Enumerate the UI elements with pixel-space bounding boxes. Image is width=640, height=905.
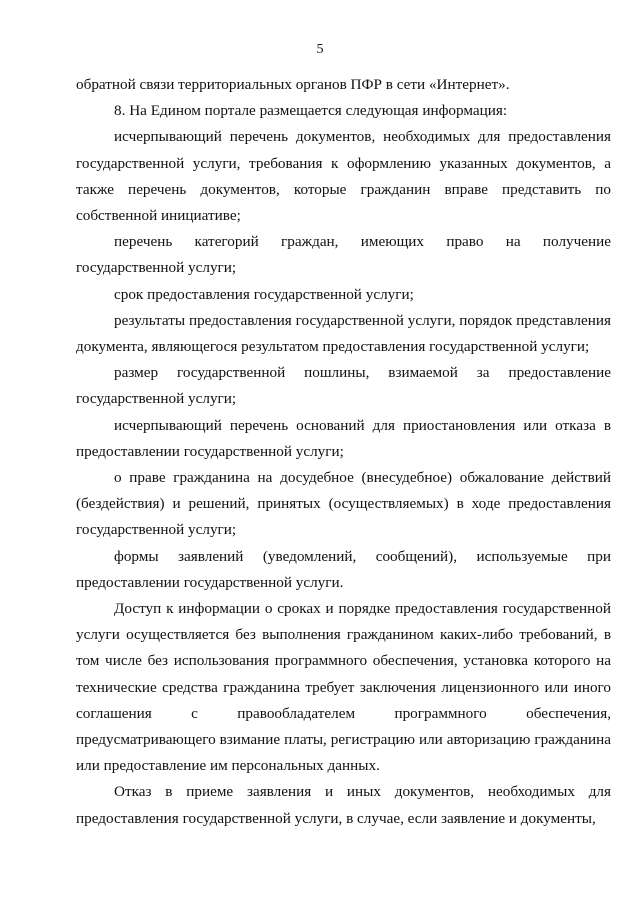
body-text (76, 72, 611, 832)
paragraph-refusal-grounds: исчерпывающий перечень оснований для приостановления или отказа в предоставлении государственной услуги; (76, 416, 611, 460)
page-number: 5 (316, 42, 324, 57)
paragraph-information-access: Доступ к информации о сроках и порядке предоставления государственной услуги осуществляется без выполнения гражданином каких-либо требований, в том числе без использования программного обеспечения, установка которого на технические средства гражданина требует заключения лицензионного или иного соглашения с правообладателем программного обеспечения, предусматривающего взимание платы, регистрацию или авторизацию гражданина или предоставление им персональных данных. (76, 600, 611, 775)
paragraph-documents-list: исчерпывающий перечень документов, необходимых для предоставления государственной услуги, требования к оформлению указанных документов, а также перечень документов, которые гражданин вправе представить по собственной инициативе; (76, 128, 611, 225)
paragraph-citizen-categories: перечень категорий граждан, имеющих право на получение государственной услуги; (76, 233, 611, 277)
paragraph-continuation: обратной связи территориальных органов ПФР в сети «Интернет». (76, 76, 510, 93)
paragraph-appeal-right: о праве гражданина на досудебное (внесудебное) обжалование действий (бездействия) и решений, принятых (осуществляемых) в ходе предоставления государственной услуги; (76, 469, 611, 539)
paragraph-refusal-acceptance: Отказ в приеме заявления и иных документов, необходимых для предоставления государственной услуги, в случае, если заявление и документы, (76, 783, 611, 827)
paragraph-item-8-heading: 8. На Едином портале размещается следующая информация: (114, 102, 508, 120)
paragraph-application-forms: формы заявлений (уведомлений, сообщений), используемые при предоставлении государственной услуги. (76, 547, 611, 591)
paragraph-state-fee: размер государственной пошлины, взимаемой за предоставление государственной услуги; (76, 364, 611, 408)
paragraph-service-results: результаты предоставления государственной услуги, порядок представления документа, являющегося результатом предоставления государственной услуги; (76, 311, 611, 356)
paragraph-service-term: срок предоставления государственной услуги; (114, 285, 414, 303)
